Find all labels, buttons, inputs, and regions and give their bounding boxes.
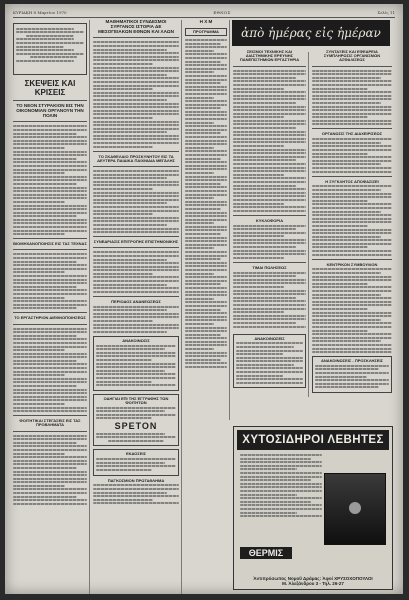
article-headline: ΜΑΘΗΜΑΤΙΚΟΙ ΣΥΝΔΕΣΜΟΙ ΣΥΡΓΑΝΟΣ ΙΣΤΟΡΙΑ ΔΕ ΜΕΣΟΓΕΙΑΚΩΝ ΕΘΝΩΝ ΚΑΙ ΛΑΩΝ: [98, 20, 174, 34]
ad-word: SPETON: [114, 421, 158, 432]
article-headline: ΣΕΙΣΜΟΙ ΤΕΧΝΙΚΗΣ ΚΑΙ ΔΙΑΣΤΗΜΙΚΗΣ ΕΡΕΥΝΗΣ ΠΑΝΕΠΙΣΤΗΜΙΩΝ ΕΡΓΑΣΤΗΡΙΑ: [239, 50, 300, 63]
box-headline: ΠΡΟΓΡΑΜΜΑ: [193, 28, 219, 34]
notice-box: [312, 356, 392, 393]
column-rule: [308, 52, 309, 397]
column-banner: ἀπὸ ἡμέρας εἰς ἡμέραν: [232, 20, 390, 46]
newspaper-page: [5, 4, 403, 594]
article-headline: ΣΥΝΕΔΡΙΑΣΙΣ ΕΠΙΤΡΟΠΗΣ ΕΠΙΣΤΗΜΟΝΙΚΗΣ: [93, 239, 179, 245]
box-headline: ΕΚΔΟΣΕΙΣ: [125, 451, 146, 457]
article-headline: ΚΕΝΤΡΙΚΟΝ ΣΥΜΒΟΥΛΙΟΝ: [326, 261, 378, 267]
ad-footer-line1: Ἀντιπρόσωπος Νομοῦ Δράμας: Ἀφοί ΧΡΥΣΟΧΟΠΟΥΛΟΙ: [253, 576, 373, 581]
article-body: [13, 435, 87, 505]
article-headline: ΣΥΝΤΑΞΕΙΣ ΚΑΙ ΕΦΕΔΡΕΙΑ ΣΥΜΠΛΗΡΩΣΙΣ ΟΡΓΑΝΙΣΜΩΝ ΑΣΦΑΛΙΣΕΩΣ: [323, 50, 381, 63]
article-body: [312, 138, 392, 172]
running-head-title: ΕΘΝΟΣ: [213, 10, 231, 15]
article-body: [312, 70, 392, 126]
column-1: [13, 20, 87, 594]
ad-brand-logo: ΘΕΡΜΙΣ: [240, 547, 292, 559]
article-body: [93, 484, 179, 504]
article-headline: ΦΟΙΤΗΤΙΚΑΙ ΣΤΕΓΑΣΕΙΣ ΕΙΣ ΤΑΣ ΠΡΟΒΛΗΜΑΤΑ: [19, 418, 81, 428]
running-head: [13, 8, 395, 18]
article-body: [93, 306, 179, 333]
article-headline: ΠΑΓΚΟΣΜΙΟΝ ΠΡΩΤΑΘΛΗΜΑ: [107, 477, 165, 483]
box-headline: ΑΝΑΚΟΙΝΩΣΙΣ: [122, 337, 150, 343]
article-body: [13, 125, 87, 235]
notice-box: [93, 394, 179, 447]
notice-box: [233, 334, 306, 389]
program-box: [185, 28, 227, 36]
column-rule: [89, 20, 90, 594]
article-headline: ΤΟ ΝΕΟΝ ΣΤΥΡΑΚΙΟΝ ΕΙΣ ΤΗΝ ΟΙΚΟΝΟΜΙΑΝ ΟΡΓΑΝΟΥΝ ΤΗΝ ΠΟΛΙΝ: [16, 103, 84, 118]
box-headline: ΑΝΑΚΟΙΝΩΣΕΙΣ - ΠΡΟΣΚΛΗΣΕΙΣ: [321, 358, 383, 364]
ad-footer-line2: Μ. Ἀλεξάνδρου 3 - Τηλ. 26-27: [282, 581, 344, 586]
column-4: [233, 50, 306, 420]
article-headline: Η Χ Μ: [199, 20, 213, 24]
article-body: [93, 41, 179, 147]
article-headline: ΒΙΟΜΗΧΑΝΟΠΟΙΗΣΙΣ ΕΙΣ ΤΑΣ ΤΕΧΝΑΣ: [13, 241, 87, 247]
column-rule: [229, 20, 230, 420]
article-body: [233, 225, 306, 259]
article-headline: ΚΥΚΛΟΦΟΡΙΑ: [255, 217, 284, 223]
column-rule: [181, 20, 182, 594]
notice-box: [93, 449, 179, 475]
notice-box: [93, 336, 179, 391]
article-body: [13, 328, 87, 413]
article-body: [233, 272, 306, 328]
ad-footer: [236, 576, 390, 586]
boiler-advertisement: [233, 426, 393, 590]
box-headline: ΑΝΑΚΟΙΝΩΣΕΙΣ: [254, 335, 285, 341]
column-2: [93, 20, 179, 594]
column-3: [185, 20, 227, 594]
article-body: [93, 170, 179, 233]
article-body: [233, 70, 306, 212]
notice-box: [13, 23, 87, 75]
ad-title: ΧΥΤΟΣΙΔΗΡΟΙ ΛΕΒΗΤΕΣ: [237, 430, 389, 450]
running-head-page: Σελίς 11: [377, 10, 395, 15]
section-title: ΣΚΕΨΕΙΣ ΚΑΙ ΚΡΙΣΕΙΣ: [24, 79, 76, 97]
program-listing: [185, 39, 227, 368]
boiler-illustration: [324, 473, 386, 545]
article-headline: ΟΡΓΑΝΩΣΙΣ ΤΗΣ ΔΙΑΧΕΙΡΙΣΕΩΣ: [321, 131, 383, 137]
running-head-date: ΚΥΡΙΑΚΗ 8 Μαρτίου 1970: [13, 10, 67, 15]
article-headline: Η ΣΥΓΚΛΗΤΟΣ ΑΠΟΦΑΣΙΖΕΙ: [325, 178, 379, 184]
column-5: [312, 50, 392, 420]
article-body: [93, 251, 179, 293]
box-headline: ΟΔΗΓΙΑΙ ΕΠΙ ΤΗΣ ΕΓΓΡΑΦΗΣ ΤΩΝ ΦΟΙΤΗΤΩΝ: [103, 395, 169, 405]
ad-text: [240, 454, 322, 517]
article-body: [312, 268, 392, 353]
article-headline: ΠΕΡΙΟΔΟΣ ΑΝΑΝΕΩΣΕΩΣ: [111, 298, 161, 304]
article-headline: ΤΙΜΑΙ ΠΩΛΗΣΕΩΣ: [252, 264, 287, 270]
article-body: [312, 185, 392, 255]
article-headline: ΤΟ ΣΚΑΘΕΛΑΙΟ ΠΡΟΣΚΥΝΗΤΟΥ ΕΙΣ ΤΑ ΔΕΥΤΕΡΑ ΠΑΙΔΙΚΑ ΠΑΙΧΝΙΔΙΑ ΜΕΓΑΛΗΣ: [97, 153, 175, 163]
article-headline: ΤΟ ΕΡΓΑΣΤΗΡΙΟΝ ΔΙΕΘΝΟΠΟΙΗΣΕΩΣ: [14, 315, 86, 321]
article-body: [13, 253, 87, 309]
